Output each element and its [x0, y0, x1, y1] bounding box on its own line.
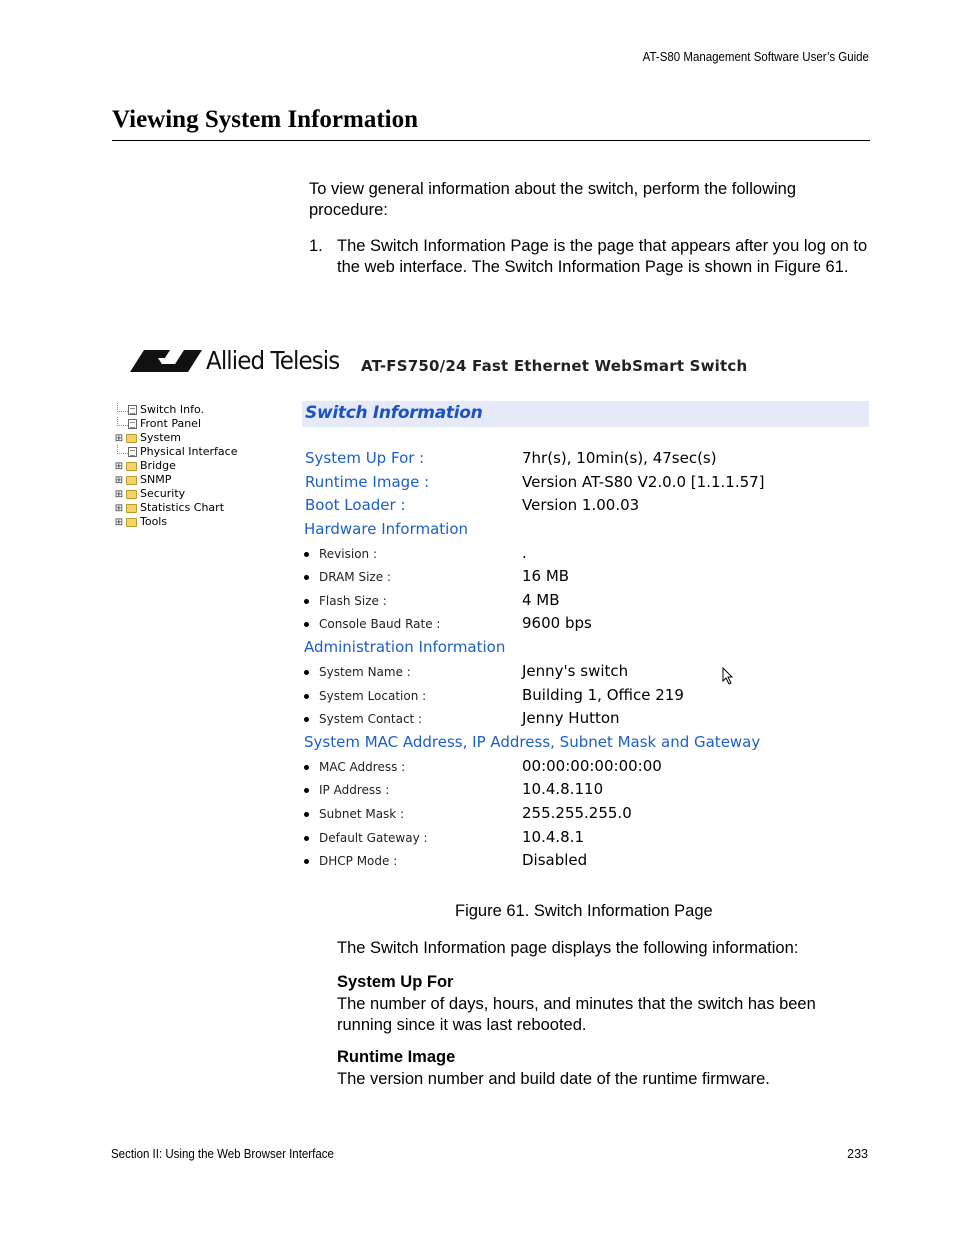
runtime-image-value: Version AT-S80 V2.0.0 [1.1.1.57] [522, 473, 765, 491]
footer-section: Section II: Using the Web Browser Interface [111, 1147, 334, 1161]
admin-heading: Administration Information [304, 638, 506, 656]
field-label: System Contact : [319, 712, 423, 726]
figure-caption: Figure 61. Switch Information Page [455, 902, 713, 920]
intro-paragraph: To view general information about the switch, perform the following procedure: [309, 180, 796, 219]
field-label: DRAM Size : [319, 570, 391, 584]
field-label: Console Baud Rate : [319, 617, 441, 631]
step-text: The Switch Information Page is the page that appears after you log on to the web interface. The Switch Information Page is shown in Figure 61. [337, 237, 868, 276]
bullet-icon [304, 859, 309, 864]
expand-icon[interactable]: ⊞ [114, 516, 124, 528]
nav-item-statistics-chart[interactable] [114, 501, 224, 515]
admin-contact-row [304, 711, 422, 727]
runtime-image-label: Runtime Image : [305, 473, 430, 491]
nav-item-label: Security [140, 487, 186, 500]
definition-system-up-for: The number of days, hours, and minutes that the switch has been running since it was last rebooted. [337, 995, 816, 1034]
hardware-dram-value: 16 MB [522, 567, 570, 585]
step-number: 1. [309, 237, 323, 255]
hardware-revision-value: . [522, 544, 527, 562]
nav-item-physical-interface[interactable] [114, 445, 238, 459]
field-label: Default Gateway : [319, 831, 428, 845]
admin-location-row [304, 688, 426, 704]
section-title: Viewing System Information [112, 106, 419, 133]
hardware-flash-value: 4 MB [522, 591, 560, 609]
page-icon [128, 419, 137, 429]
nav-item-label: Physical Interface [140, 445, 238, 458]
system-up-value: 7hr(s), 10min(s), 47sec(s) [522, 449, 717, 467]
admin-location-value: Building 1, Office 219 [522, 686, 684, 704]
bullet-icon [304, 670, 309, 675]
admin-contact-value: Jenny Hutton [522, 709, 620, 727]
network-ip-row [304, 782, 389, 798]
panel-title: Switch Information [305, 403, 483, 423]
folder-icon [126, 476, 137, 485]
hardware-heading: Hardware Information [304, 520, 469, 538]
description-intro: The Switch Information page displays the following information: [337, 939, 799, 957]
expand-icon[interactable]: ⊞ [114, 460, 124, 472]
network-dhcp-row [304, 853, 397, 869]
field-label: Flash Size : [319, 594, 387, 608]
folder-icon [126, 462, 137, 471]
boot-loader-label: Boot Loader : [305, 496, 406, 514]
nav-item-label: Bridge [140, 459, 176, 472]
field-label: MAC Address : [319, 760, 406, 774]
admin-name-row [304, 664, 411, 680]
network-gateway-row [304, 830, 428, 846]
nav-item-label: Switch Info. [140, 403, 204, 416]
boot-loader-value: Version 1.00.03 [522, 496, 640, 514]
field-label: Revision : [319, 547, 378, 561]
field-label: IP Address : [319, 783, 390, 797]
allied-telesis-logo [130, 346, 351, 375]
admin-name-value: Jenny's switch [522, 662, 629, 680]
logo-wordmark: Allied Telesis [206, 346, 340, 375]
definition-runtime-image: The version number and build date of the runtime firmware. [337, 1070, 770, 1088]
term-runtime-image: Runtime Image [337, 1048, 456, 1066]
bullet-icon [304, 552, 309, 557]
nav-item-label: System [140, 431, 182, 444]
hardware-dram-row [304, 569, 391, 585]
folder-icon [126, 518, 137, 527]
network-gateway-value: 10.4.8.1 [522, 828, 585, 846]
tree-connector [117, 403, 128, 412]
nav-item-system[interactable] [114, 431, 181, 445]
nav-item-label: Statistics Chart [140, 501, 225, 514]
nav-item-label: Tools [140, 515, 168, 528]
term-system-up-for: System Up For [337, 973, 454, 991]
network-subnet-row [304, 806, 404, 822]
running-header: AT-S80 Management Software User’s Guide [642, 50, 869, 64]
bullet-icon [304, 836, 309, 841]
hardware-baud-value: 9600 bps [522, 614, 592, 632]
bullet-icon [304, 788, 309, 793]
network-heading: System MAC Address, IP Address, Subnet Mask and Gateway [304, 733, 761, 751]
hardware-baud-row [304, 616, 440, 632]
field-label: DHCP Mode : [319, 854, 398, 868]
expand-icon[interactable]: ⊞ [114, 488, 124, 500]
tree-connector [117, 445, 128, 454]
title-rule [112, 140, 870, 141]
tree-connector [117, 417, 128, 426]
bullet-icon [304, 575, 309, 580]
page-number: 233 [847, 1147, 868, 1161]
nav-item-security[interactable] [114, 487, 185, 501]
folder-icon [126, 504, 137, 513]
network-ip-value: 10.4.8.110 [522, 780, 604, 798]
network-mac-row [304, 759, 405, 775]
hardware-flash-row [304, 593, 387, 609]
bullet-icon [304, 622, 309, 627]
bullet-icon [304, 599, 309, 604]
product-name: AT-FS750/24 Fast Ethernet WebSmart Switch [361, 357, 748, 375]
field-label: System Name : [319, 665, 411, 679]
nav-item-front-panel[interactable] [114, 417, 201, 431]
nav-item-switch-info[interactable] [114, 403, 204, 417]
network-subnet-value: 255.255.255.0 [522, 804, 632, 822]
folder-icon [126, 490, 137, 499]
nav-item-snmp[interactable] [114, 473, 171, 487]
system-up-label: System Up For : [305, 449, 425, 467]
hardware-revision-row [304, 546, 377, 562]
expand-icon[interactable]: ⊞ [114, 502, 124, 514]
network-dhcp-value: Disabled [522, 851, 588, 869]
nav-item-tools[interactable] [114, 515, 167, 529]
field-label: Subnet Mask : [319, 807, 405, 821]
nav-item-bridge[interactable] [114, 459, 176, 473]
expand-icon[interactable]: ⊞ [114, 432, 124, 444]
bullet-icon [304, 812, 309, 817]
network-mac-value: 00:00:00:00:00:00 [522, 757, 662, 775]
bullet-icon [304, 765, 309, 770]
bullet-icon [304, 694, 309, 699]
nav-item-label: Front Panel [140, 417, 201, 430]
bullet-icon [304, 717, 309, 722]
page-icon [128, 447, 137, 457]
allied-telesis-logo-mark [130, 350, 202, 372]
mouse-pointer-icon [722, 667, 734, 685]
field-label: System Location : [319, 689, 427, 703]
page-icon [128, 405, 137, 415]
folder-icon [126, 434, 137, 443]
expand-icon[interactable]: ⊞ [114, 474, 124, 486]
nav-item-label: SNMP [140, 473, 172, 486]
